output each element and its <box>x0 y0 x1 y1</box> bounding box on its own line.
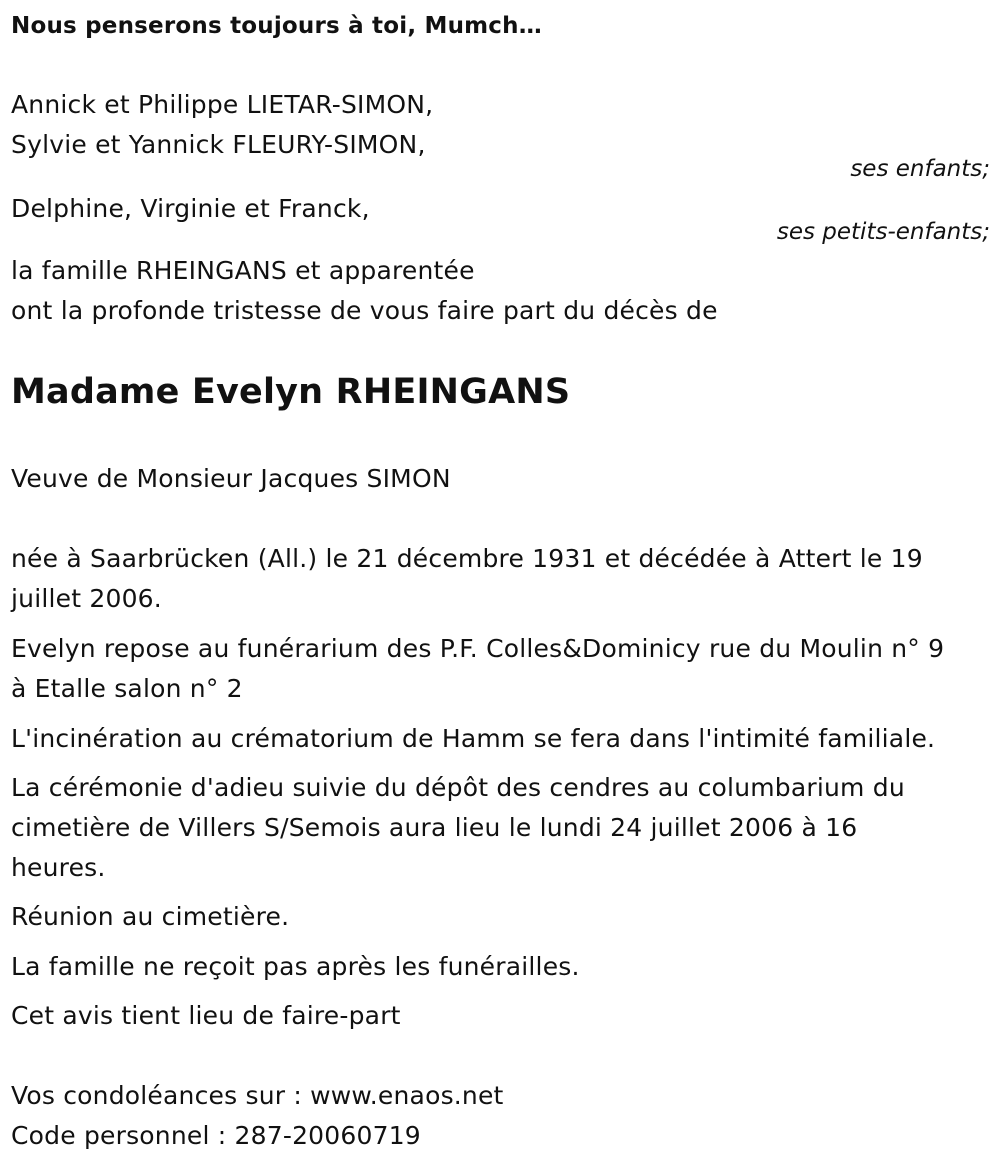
ceremony-line-2: cimetière de Villers S/Semois aura lieu le lundi 24 juillet 2006 à 16 <box>11 813 858 842</box>
meeting: Réunion au cimetière. <box>11 902 290 931</box>
notice: Cet avis tient lieu de faire-part <box>11 1001 401 1030</box>
ceremony-line-1: La cérémonie d'adieu suivie du dépôt des cendres au columbarium du <box>11 773 905 802</box>
deceased-name: Madame Evelyn RHEINGANS <box>11 372 571 412</box>
ceremony-line-3: heures. <box>11 853 106 882</box>
birth-death-line-1: née à Saarbrücken (All.) le 21 décembre 1931 et décédée à Attert le 19 <box>11 544 923 573</box>
grandchildren-role: ses petits-enfants; <box>776 219 990 245</box>
children-line-1: Annick et Philippe LIETAR-SIMON, <box>11 90 434 119</box>
no-reception: La famille ne reçoit pas après les funérailles. <box>11 952 580 981</box>
condolences: Vos condoléances sur : www.enaos.net <box>11 1081 504 1110</box>
announcement: ont la profonde tristesse de vous faire part du décès de <box>11 296 718 325</box>
birth-death-line-2: juillet 2006. <box>11 584 162 613</box>
heading: Nous penserons toujours à toi, Mumch… <box>11 13 542 39</box>
grandchildren-line: Delphine, Virginie et Franck, <box>11 194 370 223</box>
family-line: la famille RHEINGANS et apparentée <box>11 256 475 285</box>
funerarium-line-2: à Etalle salon n° 2 <box>11 674 243 703</box>
personal-code: Code personnel : 287-20060719 <box>11 1121 421 1150</box>
children-role: ses enfants; <box>850 156 990 182</box>
funerarium-line-1: Evelyn repose au funérarium des P.F. Colles&Dominicy rue du Moulin n° 9 <box>11 634 945 663</box>
children-line-2: Sylvie et Yannick FLEURY-SIMON, <box>11 130 426 159</box>
incineration: L'incinération au crématorium de Hamm se fera dans l'intimité familiale. <box>11 724 936 753</box>
widow-of: Veuve de Monsieur Jacques SIMON <box>11 464 451 493</box>
